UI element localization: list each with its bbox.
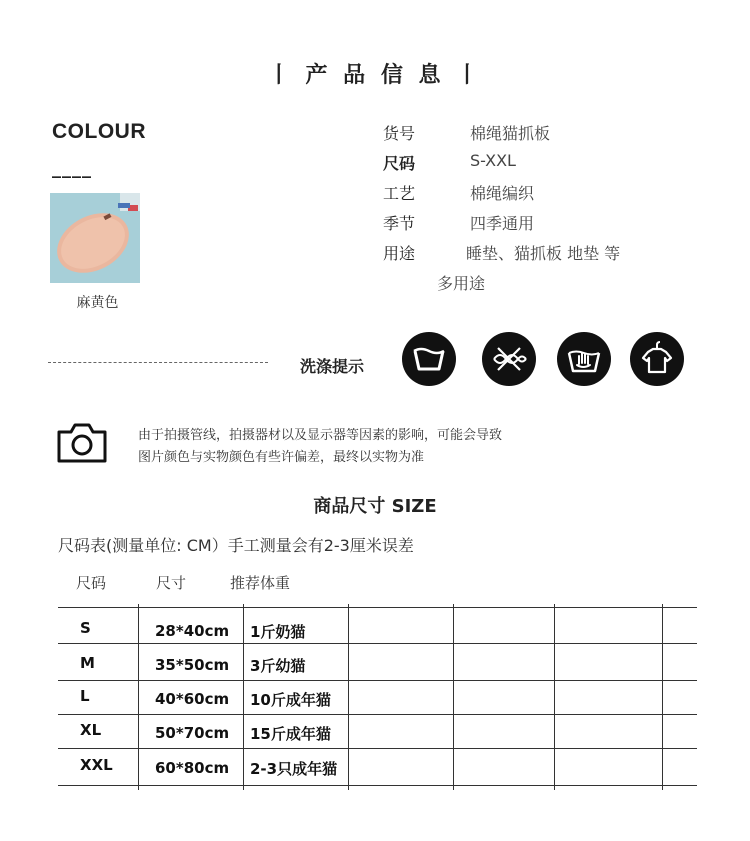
table-rule xyxy=(58,643,697,644)
wash-label: 洗涤提示 xyxy=(300,357,365,376)
table-header-weight: 推荐体重 xyxy=(230,574,291,592)
dashed-divider xyxy=(48,362,268,363)
table-rule xyxy=(58,607,697,608)
camera-icon xyxy=(56,420,108,468)
table-cell-dimensions: 28*40cm xyxy=(155,622,230,640)
table-col-rule xyxy=(243,604,244,790)
hang-dry-icon xyxy=(630,332,684,386)
table-cell-weight: 1斤奶猫 xyxy=(250,623,306,641)
table-cell-dimensions: 50*70cm xyxy=(155,724,230,742)
notice-line-2: 图片颜色与实物颜色有些许偏差，最终以实物为准 xyxy=(138,450,425,465)
table-cell-size: M xyxy=(80,654,95,672)
table-cell-size: S xyxy=(80,619,91,637)
info-value-usage-extra: 多用途 xyxy=(437,274,486,293)
table-rule xyxy=(58,748,697,749)
info-value-usage: 睡垫、猫抓板 地垫 等 xyxy=(466,244,621,263)
table-col-rule xyxy=(662,604,663,790)
table-cell-weight: 10斤成年猫 xyxy=(250,691,331,709)
info-key-usage: 用途 xyxy=(383,244,416,263)
no-wring-icon xyxy=(482,332,536,386)
info-key-season: 季节 xyxy=(383,214,416,233)
table-col-rule xyxy=(554,604,555,790)
info-value-size: S-XXL xyxy=(470,151,516,170)
hand-wash-icon xyxy=(557,332,611,386)
table-col-rule xyxy=(348,604,349,790)
wash-tub-icon xyxy=(402,332,456,386)
info-key-sku: 货号 xyxy=(383,124,416,143)
info-value-sku: 棉绳猫抓板 xyxy=(470,124,551,143)
size-title: 商品尺寸 SIZE xyxy=(313,496,437,517)
colour-underline: ____ xyxy=(52,158,92,179)
table-col-rule xyxy=(453,604,454,790)
info-value-season: 四季通用 xyxy=(470,214,535,233)
page-title: 丨 产 品 信 息 丨 xyxy=(267,63,483,88)
table-cell-weight: 15斤成年猫 xyxy=(250,725,331,743)
table-header-size: 尺码 xyxy=(76,574,107,592)
table-cell-dimensions: 60*80cm xyxy=(155,759,230,777)
notice-line-1: 由于拍摄管线，拍摄器材以及显示器等因素的影响，可能会导致 xyxy=(138,428,503,443)
info-key-craft: 工艺 xyxy=(383,184,416,203)
info-key-size: 尺码 xyxy=(383,154,416,173)
table-rule xyxy=(58,714,697,715)
table-cell-weight: 2-3只成年猫 xyxy=(250,760,338,778)
table-cell-weight: 3斤幼猫 xyxy=(250,657,306,675)
color-swatch-image[interactable] xyxy=(50,193,140,283)
colour-heading: COLOUR xyxy=(52,120,146,143)
table-cell-size: XL xyxy=(80,721,102,739)
table-cell-dimensions: 35*50cm xyxy=(155,656,230,674)
swatch-caption: 麻黄色 xyxy=(76,295,119,311)
table-cell-size: L xyxy=(80,687,90,705)
table-rule xyxy=(58,785,697,786)
table-rule xyxy=(58,680,697,681)
table-cell-dimensions: 40*60cm xyxy=(155,690,230,708)
table-col-rule xyxy=(138,604,139,790)
info-value-craft: 棉绳编织 xyxy=(470,184,535,203)
table-cell-size: XXL xyxy=(80,756,113,774)
table-header-dimensions: 尺寸 xyxy=(156,574,187,592)
size-subtitle: 尺码表(测量单位: CM）手工测量会有2-3厘米误差 xyxy=(58,536,414,555)
